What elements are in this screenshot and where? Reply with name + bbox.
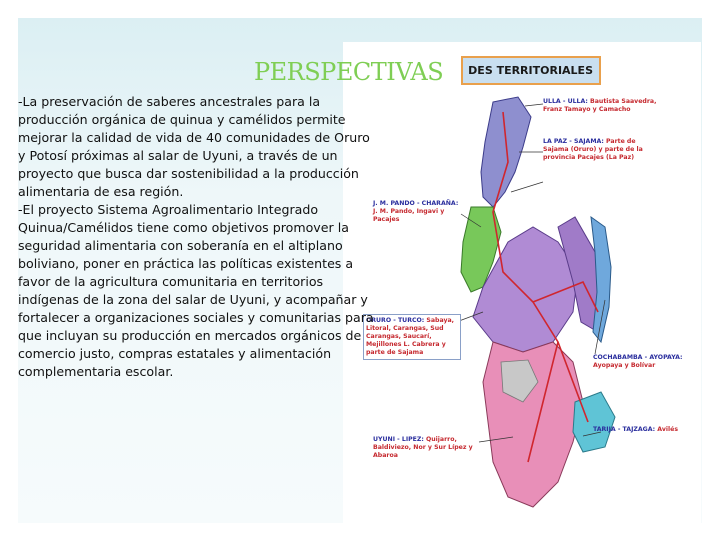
label-tarija: TARIJA - TAJZAGA: Avilés	[593, 426, 679, 433]
body-text	[18, 93, 380, 381]
slide-title: PERSPECTIVAS	[254, 58, 444, 86]
label-oruro: ORURO - TURCO: Sabaya, Litoral, Carangas, Sud Carangas, Saucarí, Mejillones L. Cabrera y parte de Sajama	[363, 314, 461, 360]
bolivia-territories-map	[343, 42, 701, 523]
map-header: DES TERRITORIALES	[461, 56, 601, 85]
label-la-paz: LA PAZ - SAJAMA: Parte de Sajama (Oruro) y parte de la provincia Pacajes (La Paz)	[543, 138, 643, 161]
label-uyuni: UYUNI - LIPEZ: Quijarro, Baldiviezo, Nor y Sur Lípez y Abaroa	[373, 436, 473, 459]
label-cochabamba: COCHABAMBA - AYOPAYA: Ayopaya y Bolívar	[593, 354, 683, 369]
label-pando: J. M. PANDO - CHARAÑA: J. M. Pando, Ingavi y Pacajes	[373, 200, 459, 223]
paragraph-proyecto: -El proyecto Sistema Agroalimentario Integrado Quinua/Camélidos tiene como objetivos promover la seguridad alimentaria con soberanía en el altiplano boliviano, poner en práctica las políticas existentes a favor de la agricultura comunitaria en territorios indígenas de la zona del salar de Uyuni, y acompañar y fortalecer a organizaciones sociales y comunitarias para que incluyan su producción en mercados orgánicos de comercio justo, compras estatales y alimentación complementaria escolar.	[18, 202, 374, 379]
paragraph-preservacion: -La preservación de saberes ancestrales para la producción orgánica de quinua y camélidos permite mejorar la calidad de vida de 40 comunidades de Oruro y Potosí próximas al salar de Uyuni, a través de un proyecto que busca dar sostenibilidad a la producción alimentaria de esa región.	[18, 94, 370, 199]
label-ulla-ulla: ULLA - ULLA: Bautista Saavedra, Franz Tamayo y Camacho	[543, 98, 657, 113]
